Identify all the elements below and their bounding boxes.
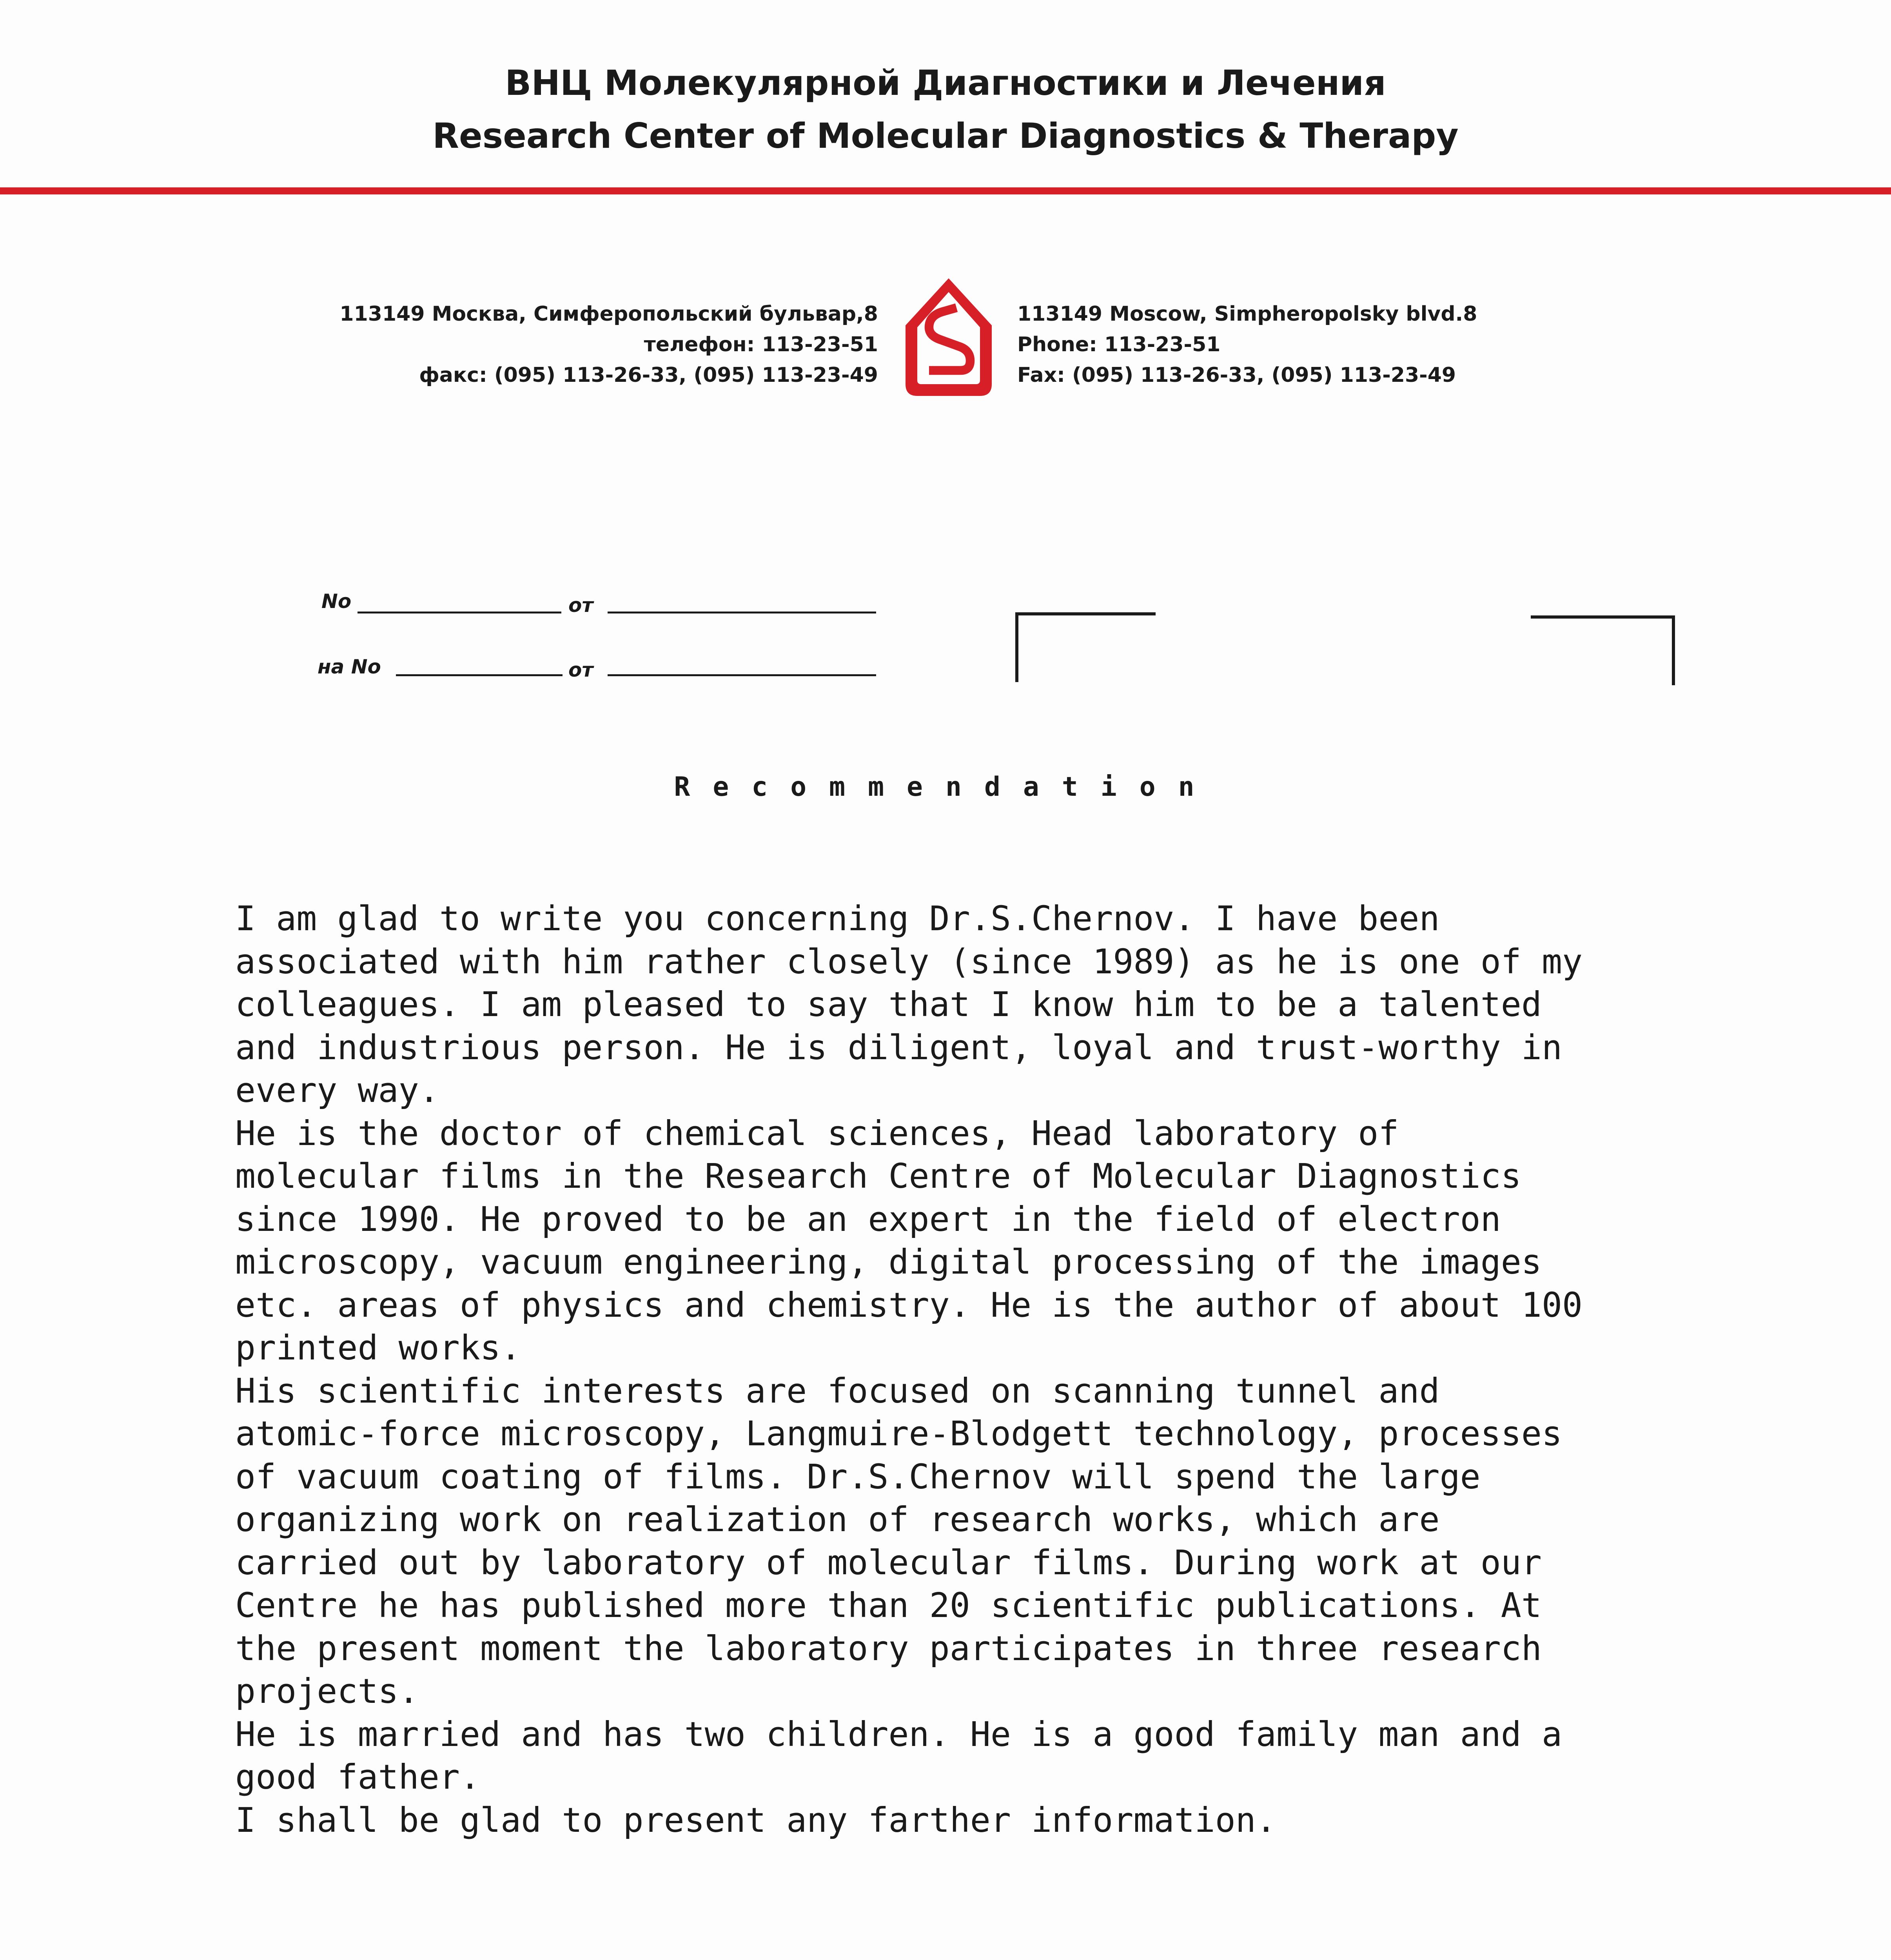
reply-number-line [396, 674, 563, 676]
address-ru-line1: 113149 Москва, Симферопольский бульвар,8 [339, 302, 878, 326]
address-window-corner-left [1015, 612, 1156, 682]
outgoing-date-line [608, 612, 876, 613]
address-block-ru [282, 299, 878, 390]
letter-body [235, 898, 1811, 1842]
address-ru-line3: факс: (095) 113-26-33, (095) 113-23-49 [419, 363, 878, 387]
letterhead-divider [0, 187, 1891, 194]
reply-date-line [608, 674, 876, 676]
address-block-en [1017, 299, 1723, 390]
letterhead-title-ru: ВНЦ Молекулярной Диагностики и Лечения [505, 63, 1386, 103]
body-paragraph-4: He is married and has two children. He is a good family man and a good father. [235, 1715, 1563, 1797]
address-en-line3: Fax: (095) 113-26-33, (095) 113-23-49 [1017, 363, 1456, 387]
outgoing-number-label: No [321, 590, 352, 613]
outgoing-number-line [358, 612, 561, 613]
document-title: Recommendation [674, 771, 1217, 802]
address-ru-line2: телефон: 113-23-51 [644, 333, 878, 356]
address-en-line1: 113149 Moscow, Simpheropolsky blvd.8 [1017, 302, 1477, 326]
letterhead-title-en: Research Center of Molecular Diagnostics & Therapy [432, 116, 1459, 156]
body-paragraph-1: I am glad to write you concerning Dr.S.Chernov. I have been associated with him rather closely (since 1989) as he is one of my colleagues. I am pleased to say that I know him to be a talented and industrious person. He is diligent, loyal and trust-worthy in every way. [235, 899, 1583, 1110]
body-paragraph-2: He is the doctor of chemical sciences, Head laboratory of molecular films in the Research Centre of Molecular Diagnostics since 1990. He proved to be an expert in the field of electron microscopy, vacuum engineering, digital processing of the images etc. areas of physics and chemistry. He is the author of about 100 printed works. [235, 1114, 1583, 1368]
address-window-corner-right [1531, 615, 1675, 685]
address-en-line2: Phone: 113-23-51 [1017, 333, 1221, 356]
reply-number-label: на No [318, 655, 381, 678]
organization-logo-icon [900, 274, 998, 400]
outgoing-date-label: от [568, 594, 593, 617]
reply-date-label: от [568, 659, 593, 681]
body-paragraph-5: I shall be glad to present any farther information. [235, 1800, 1276, 1840]
body-paragraph-3: His scientific interests are focused on scanning tunnel and atomic-force microscopy, Langmuire-Blodgett technology, processes of vacuum coating of films. Dr.S.Chernov will spend the large organizing work on realization of research works, which are carried out by laboratory of molecular films. During work at our Centre he has published more than 20 scientific publications. At the present moment the laboratory participates in three research projects. [235, 1371, 1563, 1711]
